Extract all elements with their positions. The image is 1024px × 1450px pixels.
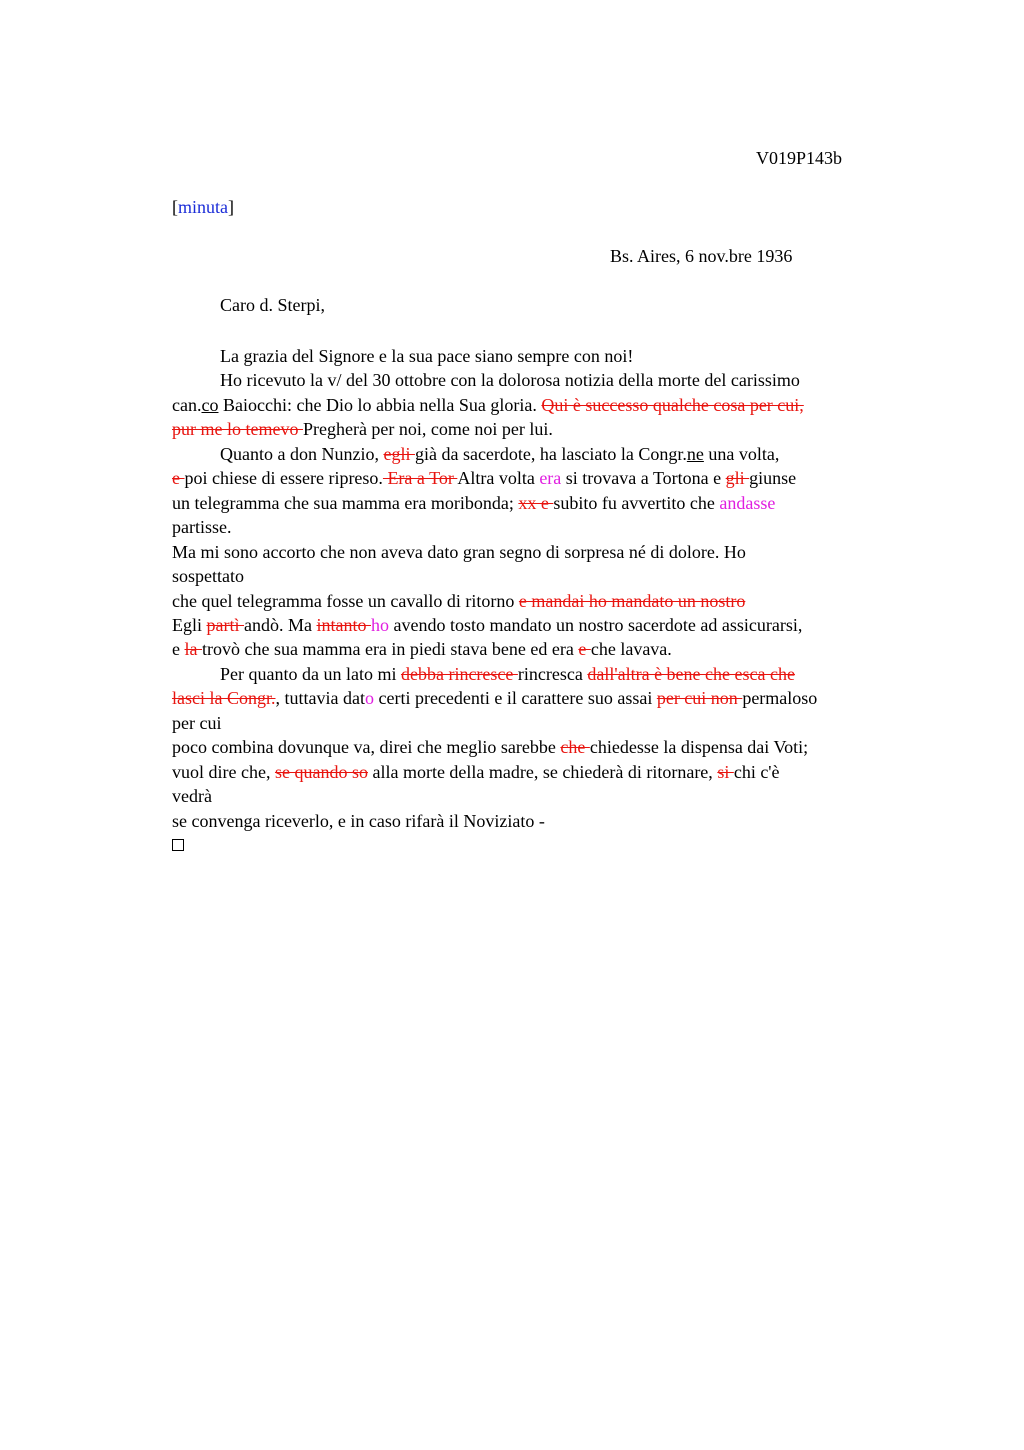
deleted-text: xx e	[518, 492, 554, 513]
line-text: poi chiese di essere ripreso.	[184, 468, 383, 489]
letter-line	[172, 540, 917, 564]
line-text: una volta,	[703, 443, 780, 464]
letter-line	[172, 686, 917, 710]
minuta-tag	[172, 197, 234, 218]
letter-line	[172, 589, 917, 613]
deleted-text: e mandai ho mandato un nostro	[518, 590, 746, 611]
line-text: Quanto a don Nunzio,	[220, 443, 384, 464]
document-reference: V019P143b	[756, 148, 843, 168]
line-text: si trovava a Tortona e	[561, 468, 726, 489]
deleted-text: per cui non	[656, 688, 743, 709]
letter-line	[172, 564, 917, 588]
deleted-text: partì	[206, 614, 244, 635]
letter-line	[172, 466, 917, 490]
line-text: e	[172, 639, 185, 660]
line-text: un telegramma che sua mamma era moribonda;	[172, 492, 519, 513]
line-text: Egli	[172, 614, 207, 635]
line-text: se convenga riceverlo, e in caso rifarà il Noviziato -	[172, 810, 545, 831]
inserted-text: andasse	[719, 492, 776, 513]
dateline: Bs. Aires, 6 nov.bre 1936	[610, 246, 793, 266]
letter-body	[172, 344, 917, 858]
deleted-text: Qui è successo qualche cosa per cui,	[541, 394, 804, 415]
line-text: sospettato	[172, 566, 244, 587]
letter-line	[172, 613, 917, 637]
line-text: già da sacerdote, ha lasciato la Congr.	[414, 443, 687, 464]
deleted-text: e	[172, 468, 185, 489]
line-text: Pregherà per noi, come noi per lui.	[302, 419, 553, 440]
inserted-text: ho	[370, 614, 389, 635]
line-text: chiedesse la dispensa dai Voti;	[589, 737, 809, 758]
line-text: La grazia del Signore e la sua pace siano sempre con noi!	[220, 346, 634, 366]
line-text: andò. Ma	[244, 614, 317, 635]
line-text: can.	[172, 394, 202, 415]
line-text: partisse.	[172, 517, 232, 538]
line-text: alla morte della madre, se chiederà di ritornare,	[367, 761, 718, 782]
line-text: che lavava.	[590, 639, 672, 660]
line-text: , tuttavia dat	[275, 688, 365, 709]
deleted-text: dall'altra è bene che esca che	[587, 663, 795, 684]
deleted-text: pur me lo temevo	[172, 419, 303, 440]
line-text: per cui	[172, 712, 222, 733]
deleted-text: egli	[383, 443, 415, 464]
line-text: Altra volta	[457, 468, 540, 489]
inserted-text: era	[539, 468, 562, 489]
letter-line	[172, 442, 917, 466]
line-text: trovò che sua mamma era in piedi stava bene ed era	[202, 639, 579, 660]
line-text: che quel telegramma fosse un cavallo di ritorno	[172, 590, 519, 611]
tag-open-bracket: [	[172, 197, 178, 217]
letter-line	[172, 417, 917, 441]
line-text: chi c'è	[733, 761, 780, 782]
letter-line	[172, 491, 917, 515]
letter-line	[172, 711, 917, 735]
line-text: giunse	[749, 468, 797, 489]
deleted-text: lasci la Congr.	[172, 688, 276, 709]
letter-line	[172, 760, 917, 784]
underlined-text: ne	[686, 443, 704, 464]
deleted-text: e	[578, 639, 591, 660]
salutation: Caro d. Sterpi,	[220, 295, 325, 315]
underlined-text: co	[201, 394, 219, 415]
line-text: vuol dire che,	[172, 761, 275, 782]
deleted-text: debba rincresce	[400, 663, 518, 684]
deleted-text: gli	[725, 468, 750, 489]
deleted-text: intanto	[316, 614, 371, 635]
letter-line	[172, 368, 917, 392]
inserted-text: o	[364, 688, 374, 709]
line-text: Baiocchi: che Dio lo abbia nella Sua gloria.	[218, 394, 542, 415]
letter-line	[172, 637, 917, 661]
line-text: Ho ricevuto la v/ del 30 ottobre con la dolorosa notizia della morte del carissimo	[220, 370, 800, 391]
letter-line	[172, 344, 917, 368]
line-text: avendo tosto mandato un nostro sacerdote ad assicurarsi,	[388, 614, 803, 635]
tag-word: minuta	[178, 197, 228, 217]
line-text: poco combina dovunque va, direi che meglio sarebbe	[172, 737, 561, 758]
line-text: permaloso	[742, 688, 818, 709]
line-text: vedrà	[172, 786, 212, 807]
end-mark-line	[172, 833, 917, 857]
letter-line	[172, 809, 917, 833]
deleted-text: che	[560, 737, 590, 758]
deleted-text: la	[184, 639, 202, 660]
line-text: Ma mi sono accorto che non aveva dato gran segno di sorpresa né di dolore. Ho	[172, 541, 746, 562]
deleted-text: se quando so	[274, 761, 368, 782]
tag-close-bracket: ]	[228, 197, 234, 217]
line-text: Per quanto da un lato mi	[220, 663, 401, 684]
empty-square-icon	[172, 839, 184, 851]
letter-line	[172, 662, 917, 686]
letter-line	[172, 784, 917, 808]
letter-line	[172, 515, 917, 539]
deleted-text: Era a Tor	[382, 468, 458, 489]
deleted-text: si	[717, 761, 734, 782]
letter-line	[172, 735, 917, 759]
letter-line	[172, 393, 917, 417]
line-text: rincresca	[517, 663, 588, 684]
line-text: certi precedenti e il carattere suo assai	[373, 688, 657, 709]
line-text: subito fu avvertito che	[553, 492, 720, 513]
